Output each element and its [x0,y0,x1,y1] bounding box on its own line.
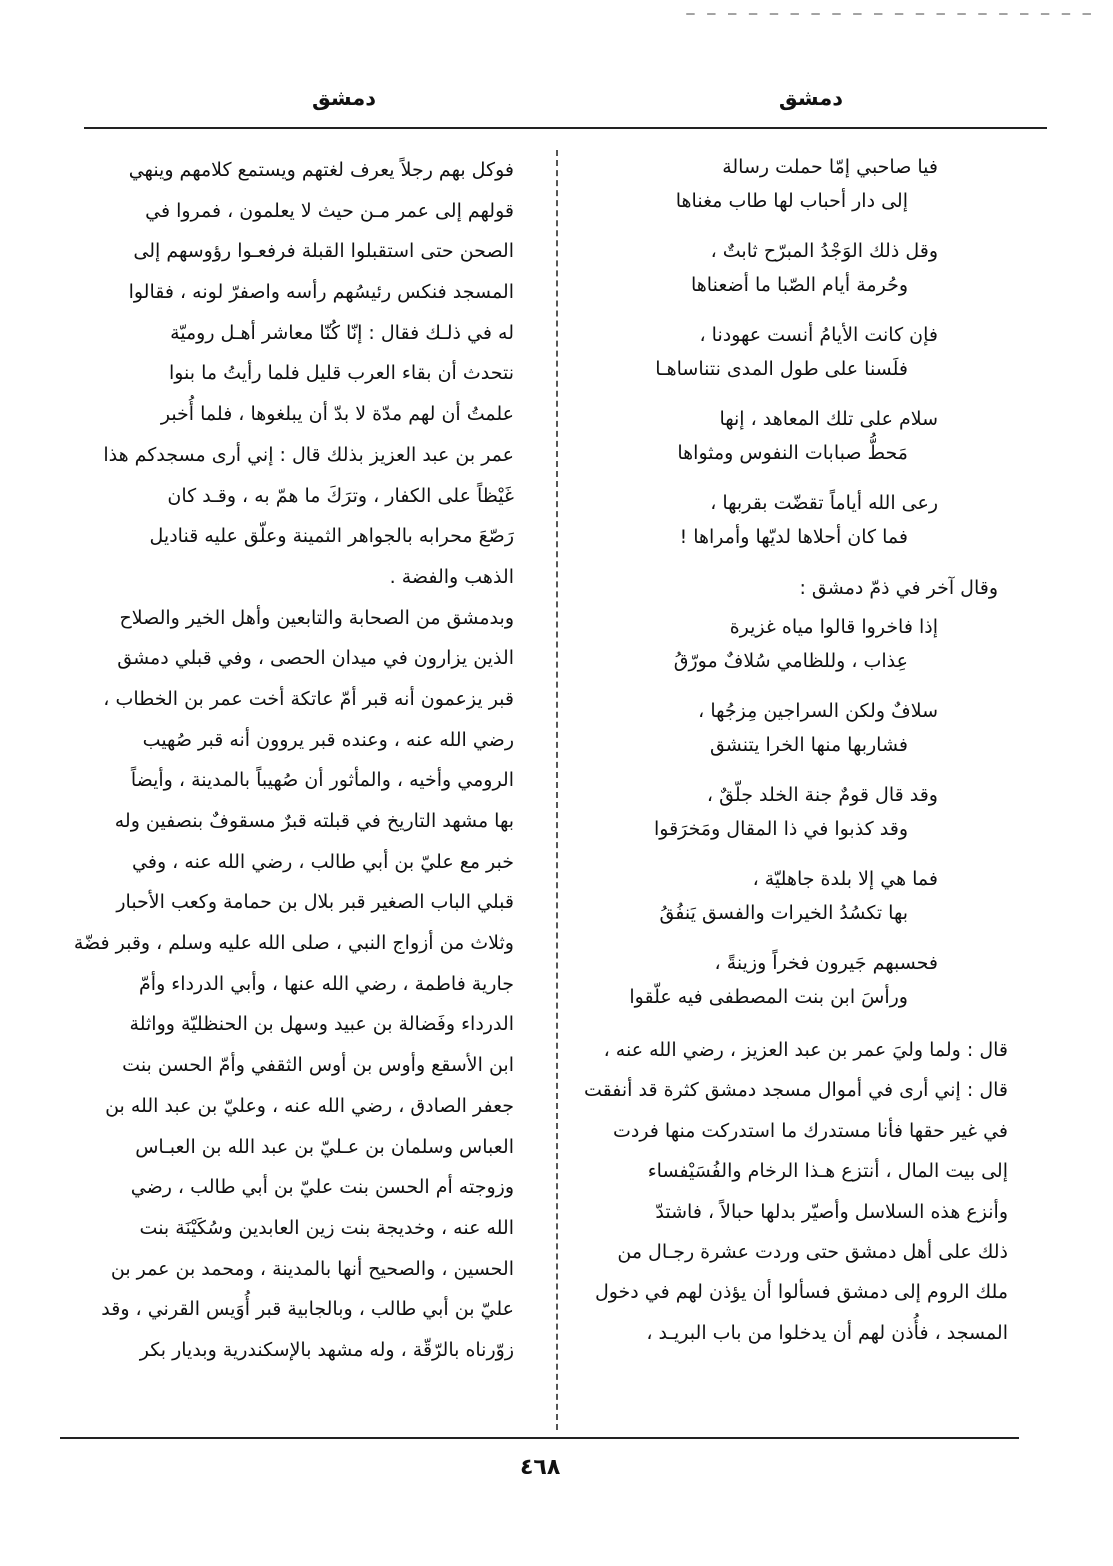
text-line: جعفر الصادق ، رضي الله عنه ، وعليّ بن عبد الله بن [105,1094,514,1117]
poem-2 [578,610,1008,1014]
text-line: وأنزع هذه السلاسل وأصيّر بدلها حبالاً ، فاشتدّ [655,1200,1008,1223]
text-line: الذين يزارون في ميدان الحصى ، وفي قبلي دمشق [117,647,514,670]
text-line: جارية فاطمة ، رضي الله عنها ، وأبي الدرداء وأمّ [139,972,514,995]
text-line: قبر يزعمون أنه قبر أمّ عاتكة أخت عمر بن الخطاب ، [103,687,514,710]
text-line: العباس وسلمان بن عـليّ بن عبد الله بن العبـاس [135,1135,514,1158]
hemistich: فلَسنا على طول المدى نتناساهـا [655,358,908,380]
text-line: رَصّعَ محرابه بالجواهر الثمينة وعلّق عليه قناديل [149,525,514,548]
text-line: خبر مع عليّ بن أبي طالب ، رضي الله عنه ، وفي [132,850,514,873]
text-line: الدرداء وفَضالة بن عبيد وسهل بن الحنظليّة وواثلة [129,1013,514,1036]
column-divider [556,150,558,1430]
page-number: ٤٦٨ [520,1455,561,1480]
text-line: نتحدث أن بقاء العرب قليل فلما رأيتُ ما بنوا [168,362,514,385]
hemistich: وقد كذبوا في ذا المقال ومَخرَقوا [653,818,908,840]
text-line: الصحن حتى استقبلوا القبلة فرفعـوا رؤوسهم إلى [133,240,514,263]
hemistich: إذا فاخروا قالوا مياه غزيرة [729,616,938,638]
verse [578,486,1008,554]
text-line: المسجد فنكس رئيسُهم رأسه واصفرّ لونه ، فقالوا [128,281,514,304]
top-edge-marks: – – – – – – – – – – – – – – – – – – – – [686,6,1093,22]
footer-rule [60,1437,1019,1439]
hemistich: عِذاب ، وللظامي سُلافٌ مورّقُ [673,650,908,672]
text-line: له في ذلـك فقال : إنّا كُنّا معاشر أهـل روميّة [170,321,514,344]
hemistich: سلافٌ ولكن السراجين مِزجُها ، [698,700,938,722]
text-line: ابن الأسقع وأوس بن أوس الثقفي وأمّ الحسن بنت [122,1054,514,1077]
text-line: وزوجته أم الحسن بنت عليّ بن أبي طالب ، رضي [130,1176,514,1199]
text-line: قبلي الباب الصغير قبر بلال بن حمامة وكعب الأحبار [116,891,514,914]
text-line: قال : إني أرى في أموال مسجد دمشق كثرة قد أنفقت [584,1079,1008,1102]
text-line: غَيْظاً على الكفار ، وترَكَ ما همّ به ، وقـد كان [167,484,514,507]
text-line: بها مشهد التاريخ في قبلته قبرٌ مسقوفٌ بنصفين وله [114,810,514,832]
text-line: عمر بن عبد العزيز بذلك قال : إني أرى مسجدكم هذا [103,443,514,466]
verse [578,946,1008,1014]
text-line: وبدمشق من الصحابة والتابعين وأهل الخير والصلاح [119,606,514,629]
text-line: رضي الله عنه ، وعنده قبر يروون أنه قبر صُهيب [142,728,514,751]
left-column [70,150,514,1371]
verse [578,778,1008,846]
text-line: علمتُ أن لهم مدّة لا بدّ أن يبلغوها ، فلما أُخبر [160,403,514,426]
hemistich: ورأسَ ابن بنت المصطفى فيه علّقوا [629,986,908,1008]
text-line: الذهب والفضة . [389,565,514,588]
text-line: قولهم إلى عمر مـن حيث لا يعلمون ، فمروا في [145,199,514,222]
right-prose [578,1030,1008,1353]
text-line: قال : ولما وليَ عمر بن عبد العزيز ، رضي الله عنه ، [603,1039,1008,1061]
verse [578,234,1008,302]
hemistich: فشاربها منها الخرا يتنشق [709,734,908,756]
poem-1 [578,150,1008,554]
hemistich: وقد قال قومٌ جنة الخلد جلّقٌ ، [706,784,938,806]
text-line: عليّ بن أبي طالب ، وبالجابية قبر أُوَيس القرني ، وقد [101,1298,514,1321]
hemistich: رعى الله أياماً تقضّت بقربها ، [710,492,938,514]
text-line: الله عنه ، وخديجة بنت زين العابدين وسُكَيْنَة بنت [139,1216,514,1239]
running-head-right: دمشق [778,86,843,110]
right-column [578,150,1008,1353]
text-line: المسجد ، فأُذن لهم أن يدخلوا من باب البريـد ، [646,1321,1008,1344]
text-line: فوكل بهم رجلاً يعرف لغتهم ويستمع كلامهم وينهي [128,159,514,181]
text-line: وثلاث من أزواج النبي ، صلى الله عليه وسلم ، وقبر فضّة [73,932,514,955]
hemistich: فما كان أحلاها لديّها وأمراها ! [679,526,908,548]
running-head-left: دمشق [312,86,377,110]
verse [578,862,1008,930]
hemistich: بها تكسُدُ الخيرات والفسق يَنفُقُ [659,902,908,924]
verse [578,610,1008,678]
verse [578,150,1008,218]
hemistich: وقل ذلك الوَجْدُ المبرّح ثابتٌ ، [710,240,938,262]
header-rule [84,127,1047,129]
text-line: ذلك على أهل دمشق حتى وردت عشرة رجـال من [617,1240,1008,1263]
verse [578,318,1008,386]
text-line: زوّرناه بالرّقّة ، وله مشهد بالإسكندرية وبديار بكر [139,1338,514,1361]
hemistich: وحُرمة أيام الصّبا ما أضعناها [691,274,908,296]
verse [578,402,1008,470]
text-line: الحسين ، والصحيح أنها بالمدينة ، ومحمد بن عمر بن [110,1257,514,1280]
hemistich: فإن كانت الأيامُ أنست عهودنا ، [699,324,938,346]
hemistich: فحسبهم جَيرون فخراً وزينةً ، [714,952,938,974]
poem-2-intro: وقال آخر في ذمّ دمشق : [799,577,998,599]
text-line: في غير حقها فأنا مستدرك ما استدركت منها فردت [612,1119,1008,1142]
hemistich: مَحطُّ صبابات النفوس ومثواها [677,442,908,464]
hemistich: سلام على تلك المعاهد ، إنها [719,408,938,430]
hemistich: فما هي إلا بلدة جاهليّة ، [752,868,938,890]
text-line: إلى بيت المال ، أنتزع هـذا الرخام والفُسَيْفساء [647,1160,1008,1183]
text-line: الرومي وأخيه ، والمأثور أن صُهيباً بالمدينة ، وأيضاً [130,769,514,792]
hemistich: إلى دار أحباب لها طاب مغناها [675,190,908,212]
hemistich: فيا صاحبي إمّا حملت رسالة [722,156,938,178]
verse [578,694,1008,762]
text-line: ملك الروم إلى دمشق فسألوا أن يؤذن لهم في دخول [594,1281,1008,1304]
